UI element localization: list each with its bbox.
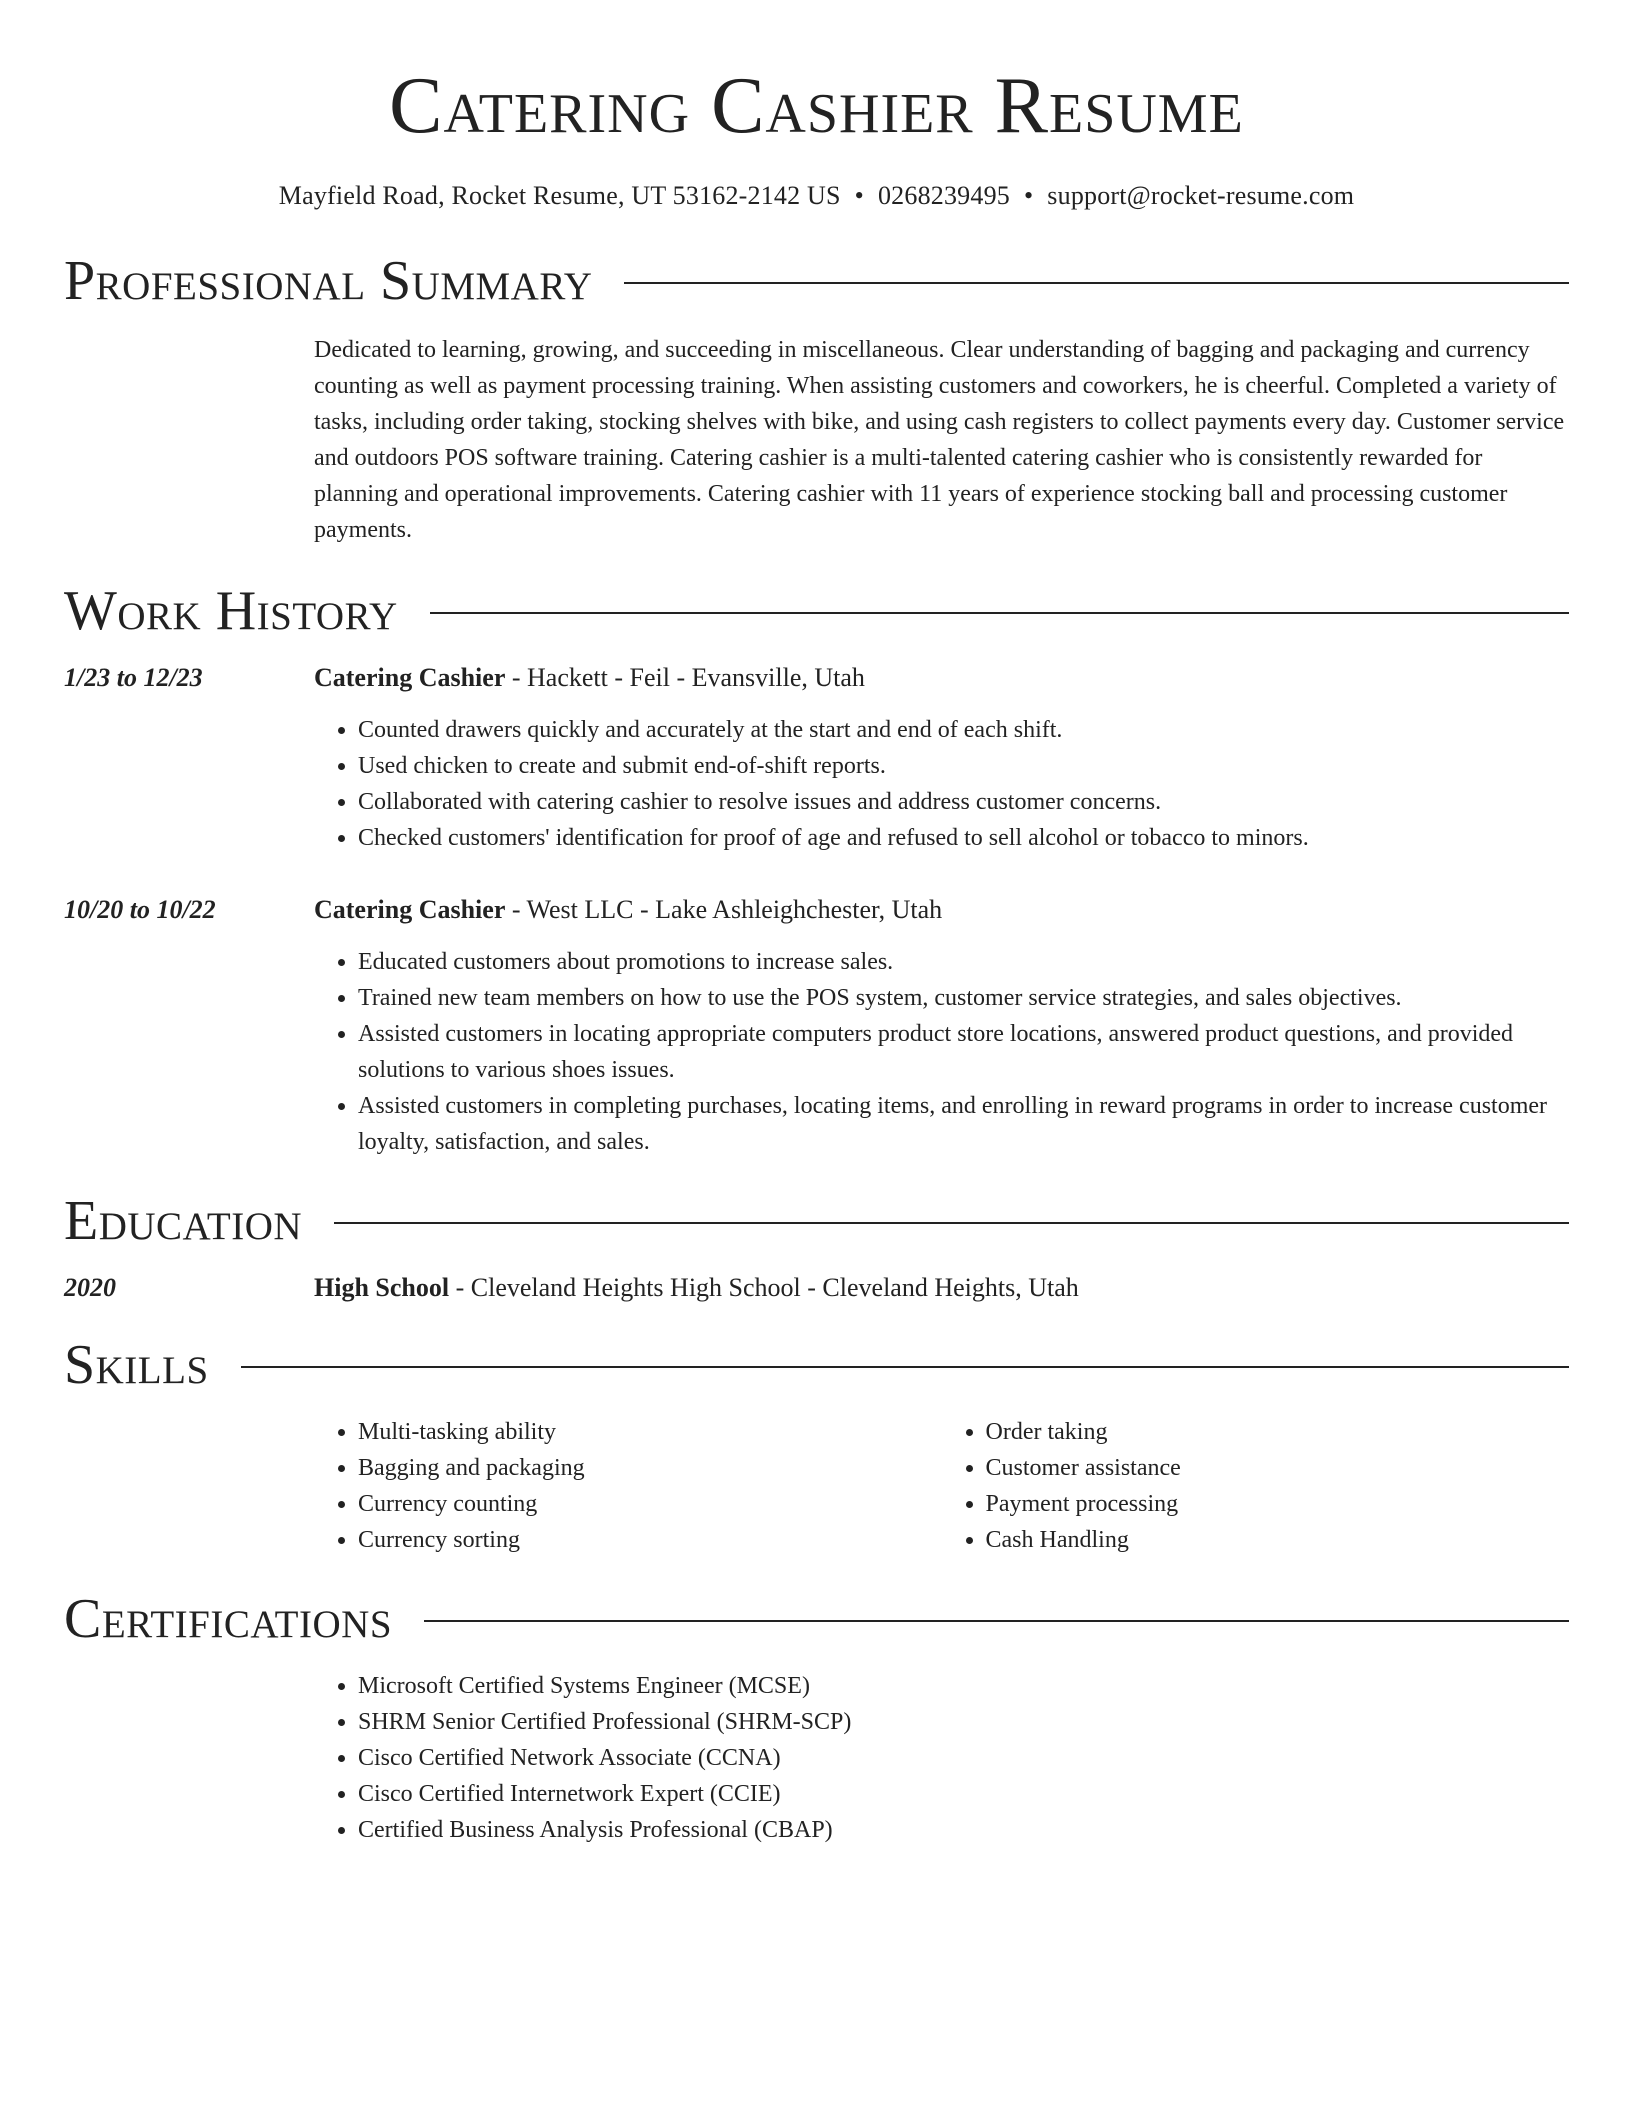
education-entry	[64, 1268, 1569, 1308]
job-dates: 10/20 to 10/22	[64, 895, 216, 924]
work-history-section	[64, 576, 1569, 1160]
job-bullet: • Assisted customers in locating appropriate computers product store locations, answered product questions, and provided solutions to various shoes issues.	[358, 1016, 1569, 1088]
education-details: - Cleveland Heights High School - Cleveland Heights, Utah	[449, 1273, 1079, 1302]
section-divider	[624, 282, 1569, 284]
resume-page	[64, 0, 1569, 1848]
skill-item: • Cash Handling	[986, 1522, 1570, 1558]
certification-item: • Cisco Certified Internetwork Expert (CCIE)	[358, 1776, 1569, 1812]
contact-separator: •	[1023, 181, 1034, 210]
summary-heading-row	[64, 246, 1569, 316]
certifications-body	[314, 1668, 1569, 1848]
work-heading-row	[64, 576, 1569, 646]
skills-heading: Skills	[64, 1334, 209, 1396]
contact-phone: 0268239495	[877, 181, 1010, 210]
job-entry	[64, 658, 1569, 856]
skills-list-right	[942, 1414, 1570, 1558]
education-degree: High School	[314, 1273, 450, 1302]
section-divider	[430, 612, 1569, 614]
job-main	[314, 890, 1569, 1160]
section-divider	[334, 1222, 1569, 1224]
job-header	[314, 658, 1569, 698]
skill-item: • Bagging and packaging	[358, 1450, 942, 1486]
skill-item: • Multi-tasking ability	[358, 1414, 942, 1450]
job-bullets	[314, 944, 1569, 1160]
certifications-heading: Certifications	[64, 1588, 393, 1650]
certifications-list	[314, 1668, 1569, 1848]
job-header	[314, 890, 1569, 930]
job-title: Catering Cashier	[314, 663, 506, 692]
job-bullets	[314, 712, 1569, 856]
job-entry	[64, 890, 1569, 1160]
certification-item: • Certified Business Analysis Professional (CBAP)	[358, 1812, 1569, 1848]
contact-email: support@rocket-resume.com	[1047, 181, 1355, 210]
job-bullet: • Used chicken to create and submit end-of-shift reports.	[358, 748, 1569, 784]
skill-item: • Customer assistance	[986, 1450, 1570, 1486]
contact-address: Mayfield Road, Rocket Resume, UT 53162-2142 US	[278, 181, 841, 210]
skills-list-left	[314, 1414, 942, 1558]
job-dates: 1/23 to 12/23	[64, 663, 203, 692]
job-main	[314, 658, 1569, 856]
certification-item: • SHRM Senior Certified Professional (SHRM-SCP)	[358, 1704, 1569, 1740]
certifications-section	[64, 1584, 1569, 1848]
resume-title: Catering Cashier Resume	[389, 62, 1244, 150]
summary-heading: Professional Summary	[64, 250, 593, 312]
contact-line	[64, 180, 1569, 212]
job-bullet: • Checked customers' identification for proof of age and refused to sell alcohol or tobacco to minors.	[358, 820, 1569, 856]
job-bullet: • Collaborated with catering cashier to resolve issues and address customer concerns.	[358, 784, 1569, 820]
job-title: Catering Cashier	[314, 895, 506, 924]
certifications-heading-row	[64, 1584, 1569, 1654]
education-section	[64, 1186, 1569, 1308]
section-divider	[241, 1366, 1569, 1368]
education-year: 2020	[64, 1273, 116, 1302]
job-bullet: • Educated customers about promotions to increase sales.	[358, 944, 1569, 980]
education-heading: Education	[64, 1190, 303, 1252]
skill-item: • Order taking	[986, 1414, 1570, 1450]
skills-heading-row	[64, 1330, 1569, 1400]
skill-item: • Currency sorting	[358, 1522, 942, 1558]
summary-body	[314, 332, 1569, 548]
skills-section	[64, 1330, 1569, 1558]
job-bullet: • Counted drawers quickly and accurately at the start and end of each shift.	[358, 712, 1569, 748]
certification-item: • Microsoft Certified Systems Engineer (MCSE)	[358, 1668, 1569, 1704]
education-header	[314, 1268, 1569, 1308]
section-divider	[424, 1620, 1569, 1622]
job-bullet: • Assisted customers in completing purchases, locating items, and enrolling in reward programs in order to increase customer loyalty, satisfaction, and sales.	[358, 1088, 1569, 1160]
skill-item: • Currency counting	[358, 1486, 942, 1522]
certification-item: • Cisco Certified Network Associate (CCNA)	[358, 1740, 1569, 1776]
skills-grid	[314, 1414, 1569, 1558]
education-main	[314, 1268, 1569, 1308]
job-bullet: • Trained new team members on how to use the POS system, customer service strategies, and sales objectives.	[358, 980, 1569, 1016]
skill-item: • Payment processing	[986, 1486, 1570, 1522]
summary-text: Dedicated to learning, growing, and succeeding in miscellaneous. Clear understanding of bagging and packaging and currency counting as well as payment processing training. When assisting customers and coworkers, he is cheerful. Completed a variety of tasks, including order taking, stocking shelves with bike, and using cash registers to collect payments every day. Customer service and outdoors POS software training. Catering cashier is a multi-talented catering cashier who is consistently rewarded for planning and operational improvements. Catering cashier with 11 years of experience stocking ball and processing customer payments.	[314, 337, 1565, 543]
job-details: - West LLC - Lake Ashleighchester, Utah	[505, 895, 943, 924]
job-details: - Hackett - Feil - Evansville, Utah	[505, 663, 865, 692]
education-heading-row	[64, 1186, 1569, 1256]
summary-section	[64, 246, 1569, 548]
contact-separator: •	[854, 181, 864, 210]
work-heading: Work History	[64, 580, 398, 642]
